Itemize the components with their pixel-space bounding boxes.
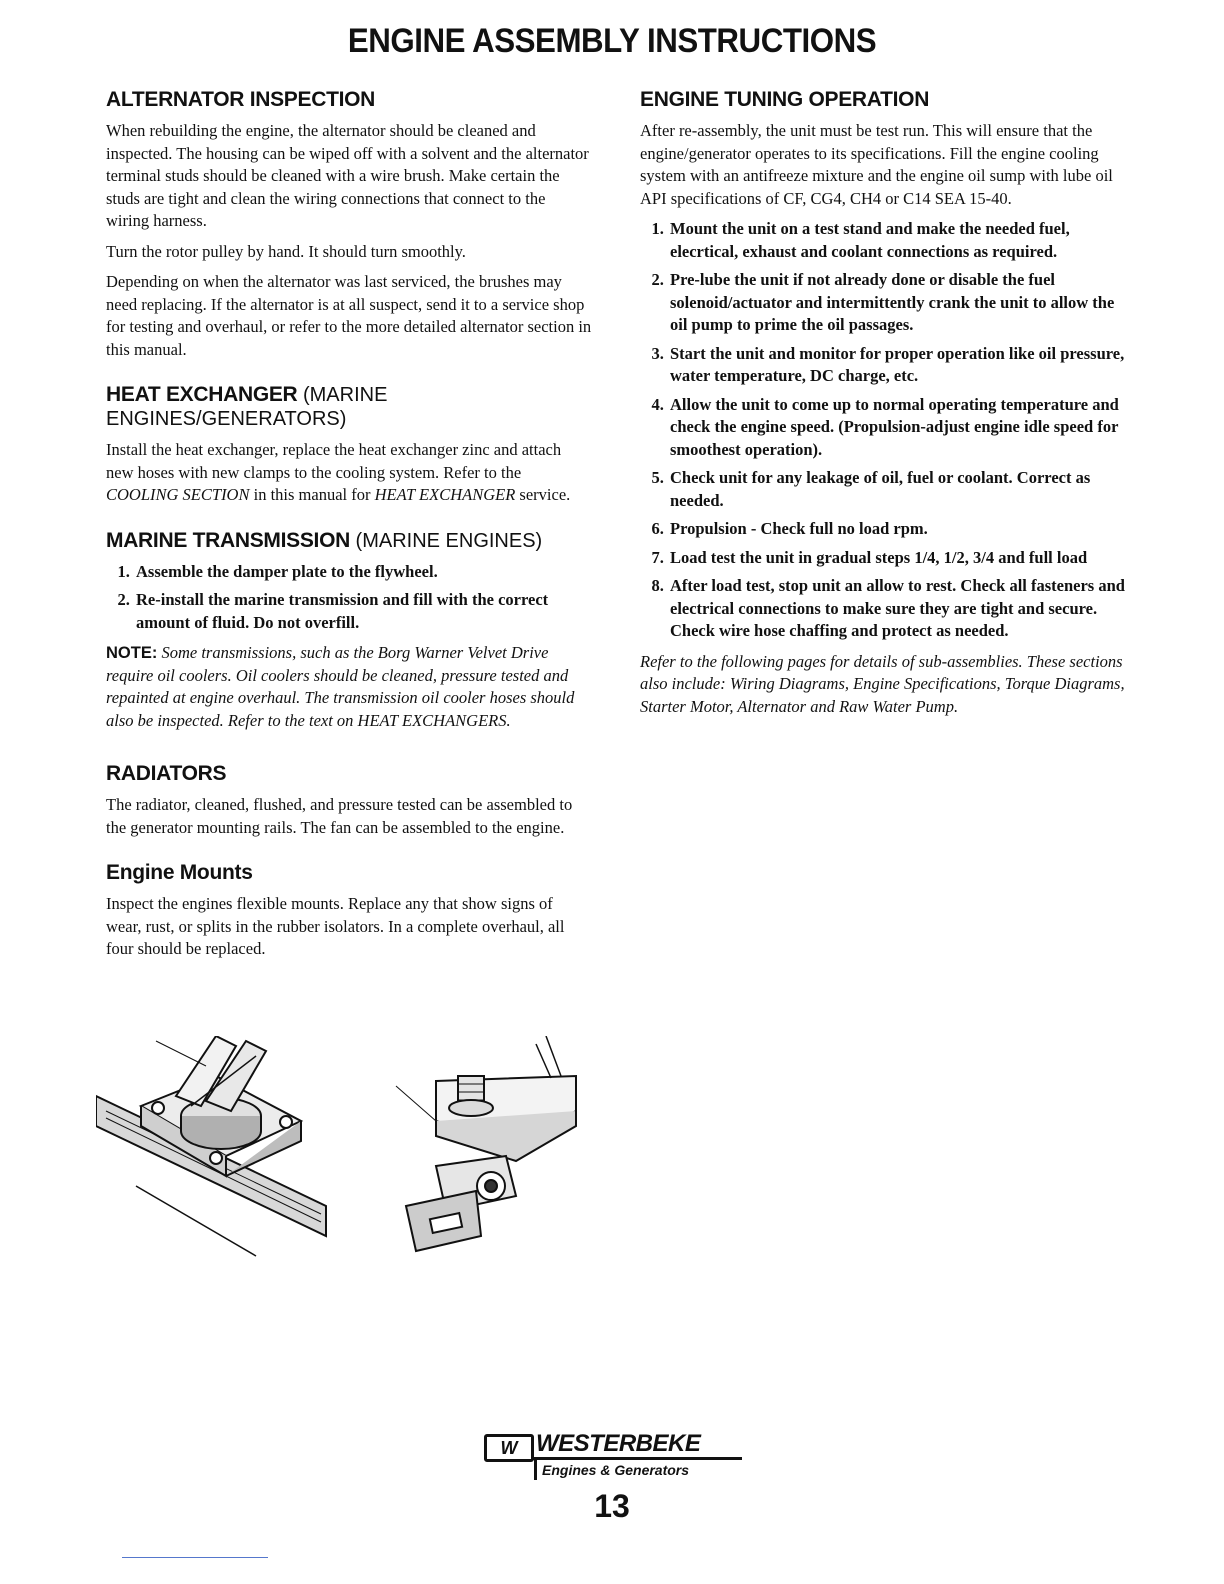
alternator-paragraph-1: When rebuilding the engine, the alternator should be cleaned and inspected. The housing can be wiped off with a solvent and the alternator terminal studs should be cleaned with a wire brush. Make certain the studs are tight and clean the wiring connections that connect to the wiring harness. [106,121,589,230]
tuning-intro: After re-assembly, the unit must be test run. This will ensure that the engine/generator operates to its specifications. Fill the engine cooling system with an antifreeze mixture and the engine oil sump with lube oil API specifications of CF, CG4, CH4 or C14 SEA 15-40. [640,121,1113,208]
marine-transmission-section [106,529,592,733]
logo-divider [534,1458,537,1480]
marine-transmission-steps [106,561,592,635]
right-column [640,88,1126,740]
westerbeke-logo [484,1428,744,1488]
radiators-section [106,762,592,839]
heat-exchanger-title: HEAT EXCHANGER [106,383,298,406]
tuning-steps [640,218,1126,643]
engine-mounts-paragraph: Inspect the engines flexible mounts. Replace any that show signs of wear, rust, or splits in the rubber isolators. In a complete overhaul, all four should be replaced. [106,894,565,958]
brand-name: WESTERBEKE [536,1430,701,1457]
list-item: 2. Re-install the marine transmission and fill with the correct amount of fluid. Do not overfill. [134,589,592,634]
list-item: 2. Pre-lube the unit if not already done or disable the fuel solenoid/actuator and intermittently crank the unit to allow the oil pump to prime the oil passages. [668,269,1126,337]
left-column [106,88,592,983]
heat-exchanger-text-2: in this manual for [253,485,371,504]
heat-exchanger-paragraph [106,439,592,507]
list-item: 7. Load test the unit in gradual steps 1/4, 1/2, 3/4 and full load [668,547,1126,570]
engine-mounts-heading: Engine Mounts [106,861,253,884]
logo-underline [532,1457,742,1460]
mount-on-rail-illustration [96,1036,326,1256]
heat-exchanger-heading [106,383,592,431]
cooling-section-reference: COOLING SECTION [106,485,250,504]
list-item: 8. After load test, stop unit an allow to rest. Check all fasteners and electrical connections to make sure they are tight and secure. Check wire hose chaffing and protect as needed. [668,575,1126,643]
transmission-note [106,642,592,732]
brand-tagline: Engines & Generators [542,1462,690,1478]
engine-mount-illustrations [96,1036,616,1276]
list-item: 4. Allow the unit to come up to normal operating temperature and check the engine speed. (Propulsion-adjust engine idle speed for smoothest operation). [668,394,1126,462]
page-title: ENGINE ASSEMBLY INSTRUCTIONS [347,22,877,60]
alternator-section [106,88,592,361]
tuning-heading: ENGINE TUNING OPERATION [640,88,930,111]
tuning-section [640,88,1126,718]
list-item: 3. Start the unit and monitor for proper operation like oil pressure, water temperature, DC charge, etc. [668,343,1126,388]
note-text: Some transmissions, such as the Borg Warner Velvet Drive require oil coolers. Oil coolers should be cleaned, pressure tested and repainted at engine overhaul. The transmission oil cooler hoses should also be inspected. Refer to the text on HEAT EXCHANGERS. [106,643,575,730]
heat-exchanger-section [106,383,592,507]
logo-mark: W [484,1434,534,1462]
heat-exchanger-reference: HEAT EXCHANGER [374,485,516,504]
engine-mounts-section [106,861,592,961]
list-item: 6. Propulsion - Check full no load rpm. [668,518,1126,541]
radiators-paragraph: The radiator, cleaned, flushed, and pressure tested can be assembled to the generator mounting rails. The fan can be assembled to the engine. [106,795,573,837]
isolator-mount-illustration [396,1036,576,1251]
heat-exchanger-subtitle: (MARINE ENGINES/GENERATORS) [106,384,388,430]
alternator-heading: ALTERNATOR INSPECTION [106,88,376,111]
list-item: 1. Mount the unit on a test stand and make the needed fuel, elecrtical, exhaust and coolant connections as required. [668,218,1126,263]
list-item: 5. Check unit for any leakage of oil, fuel or coolant. Correct as needed. [668,467,1126,512]
heat-exchanger-text-1: Install the heat exchanger, replace the heat exchanger zinc and attach new hoses with new clamps to the cooling system. Refer to the [106,440,562,482]
tuning-closing: Refer to the following pages for details of sub-assemblies. These sections also include: Wiring Diagrams, Engine Specifications, Torque Diagrams, Starter Motor, Alternator and Raw Water Pump. [640,651,1125,716]
marine-transmission-title: MARINE TRANSMISSION [106,528,350,552]
note-label: NOTE: [106,644,158,662]
divider [122,1557,268,1558]
alternator-paragraph-2: Turn the rotor pulley by hand. It should turn smoothly. [106,241,466,261]
radiators-heading: RADIATORS [106,762,227,785]
alternator-paragraph-3: Depending on when the alternator was last serviced, the brushes may need replacing. If the alternator is at all suspect, send it to a service shop for testing and overhaul, or refer to the more detailed alternator section in this manual. [106,272,592,359]
list-item: 1. Assemble the damper plate to the flywheel. [134,561,592,584]
marine-transmission-heading [106,529,592,553]
heat-exchanger-text-3: service. [519,485,571,504]
marine-transmission-subtitle: (MARINE ENGINES) [355,529,543,552]
page-number: 13 [594,1488,630,1524]
